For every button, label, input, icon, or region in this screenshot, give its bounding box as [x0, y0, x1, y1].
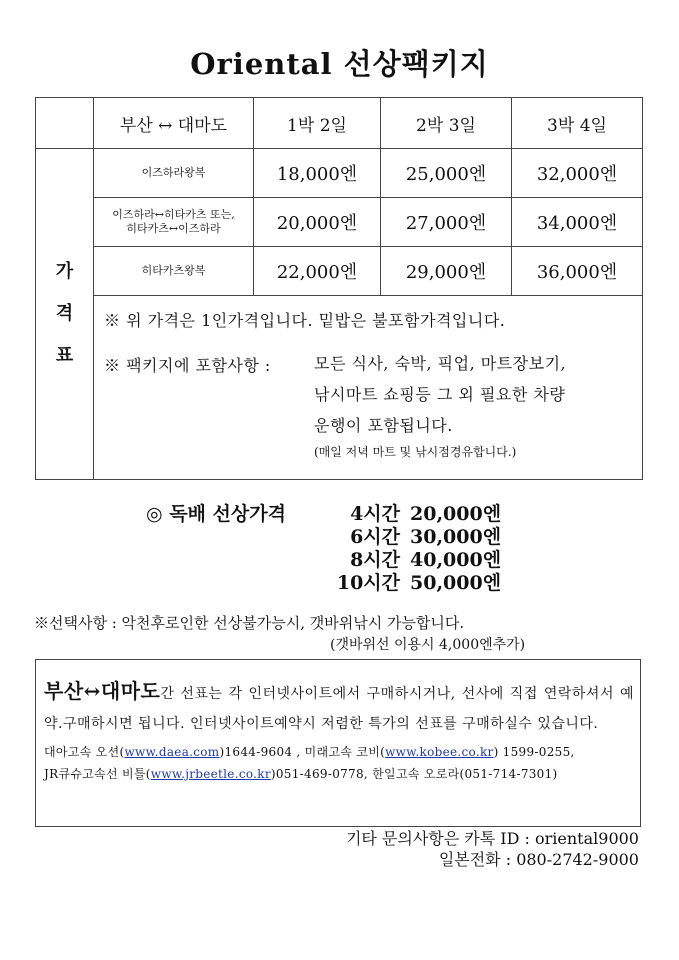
charter-row: 8시간 40,000엔	[350, 549, 502, 571]
header-route: 부산 ↔ 대마도	[94, 98, 254, 149]
note-mart-stop: (매일 저녁 마트 및 낚시점경유합니다.)	[314, 445, 517, 459]
note-per-person: ※ 위 가격은 1인가격입니다. 밑밥은 불포함가격입니다.	[104, 311, 506, 330]
ticket-info-text: 부산↔대마도간 선표는 각 인터넷사이트에서 구매하시거나, 선사에 직접 연락하셔서 예약.구매하시면 됩니다. 인터넷사이트예약시 저렴한 특가의 선표를 구매하실수 있습니다.	[44, 679, 634, 732]
price-cell: 36,000엔	[512, 247, 643, 296]
price-cell: 25,000엔	[381, 149, 512, 198]
charter-row: ◎ 독배 선상가격 4시간 20,000엔	[146, 503, 502, 525]
price-cell: 22,000엔	[254, 247, 381, 296]
kobee-link[interactable]: www.kobee.co.kr	[385, 745, 494, 759]
table-row	[36, 247, 643, 296]
price-cell: 32,000엔	[512, 149, 643, 198]
price-cell: 27,000엔	[381, 198, 512, 247]
option-surcharge: (갯바위선 이용시 4,000엔추가)	[330, 637, 526, 653]
header-col-2: 2박 3일	[381, 98, 512, 149]
price-cell: 20,000엔	[254, 198, 381, 247]
page-title: Oriental 선상팩키지	[190, 47, 489, 81]
table-header-row	[36, 98, 643, 149]
price-cell: 29,000엔	[381, 247, 512, 296]
ticket-info-box	[35, 659, 641, 827]
route-cell: 히타카츠왕복	[94, 247, 254, 296]
option-note: ※선택사항 : 악천후로인한 선상불가능시, 갯바위낚시 가능합니다.	[34, 614, 465, 632]
price-cell: 34,000엔	[512, 198, 643, 247]
japan-phone: 일본전화 : 080-2742-9000	[438, 850, 639, 869]
header-col-1: 1박 2일	[254, 98, 381, 149]
jrbeetle-link[interactable]: www.jrbeetle.co.kr	[150, 767, 271, 781]
route-cell: 이즈하라왕복	[94, 149, 254, 198]
header-empty-cell	[36, 98, 94, 149]
charter-prices	[146, 503, 501, 595]
route-cell: 이즈하라↔히타카츠 또는, 히타카츠↔이즈하라	[94, 198, 254, 247]
charter-label: ◎ 독배 선상가격	[146, 503, 286, 525]
charter-row: 10시간 50,000엔	[336, 572, 502, 594]
header-col-3: 3박 4일	[512, 98, 643, 149]
table-row	[36, 149, 643, 198]
price-table-side-label: 가 격 표	[36, 149, 94, 480]
price-cell: 18,000엔	[254, 149, 381, 198]
contact-info	[346, 828, 639, 870]
kakao-id: 기타 문의사항은 카톡 ID : oriental9000	[345, 829, 639, 848]
note-package-includes: ※ 팩키지에 포함사항 : 모든 식사, 숙박, 픽업, 마트장보기, 낚시마트 쇼핑등 그 외 필요한 차량 운행이 포함됩니다.	[104, 354, 567, 435]
charter-row: 6시간 30,000엔	[350, 526, 502, 548]
table-row	[36, 198, 643, 247]
daea-link[interactable]: www.daea.com	[124, 745, 220, 759]
ferry-contacts: 대아고속 오션(www.daea.com)1644-9604 , 미래고속 코비(www.kobee.co.kr) 1599-0255, JR큐슈고속선 비틀(www.jrbeetle.co.kr)051-469-0778, 한일고속 오로라(051-714-7301)	[44, 745, 575, 781]
price-table	[35, 97, 643, 480]
price-notes	[94, 296, 643, 480]
